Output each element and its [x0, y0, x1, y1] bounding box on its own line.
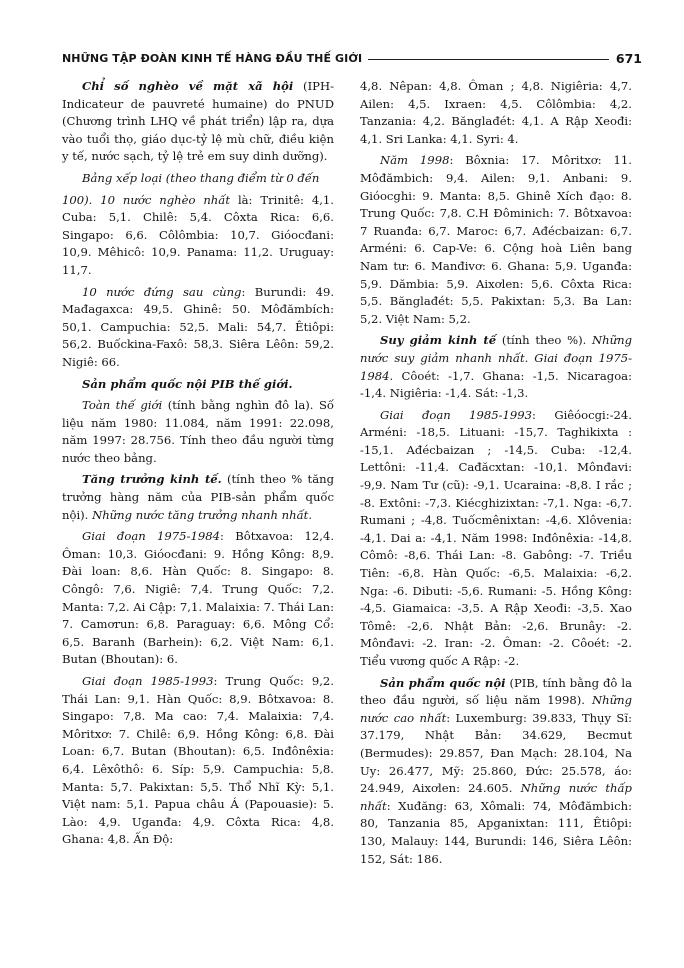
paragraph-growth-1975-1984: Giai đoạn 1975-1984: Bôtxavoa: 12,4. Ôman: 10,3. Gióocđani: 9. Hồng Kông: 8,9. Đài loan: 8,6. Hàn Quốc: 8. Singapo: 8. Côngô: 7,6. Nigiê: 7,4. Trung Quốc: 7,2. Manta: 7,2. Ai Cập: 7,1. Malaixia: 7. Thái Lan: 7. Camơrun: 6,8. Paraguay: 6,6. Mông Cổ: 6,5. Baranh (Barhein): 6,2. Việt Nam: 6,1. Butan (Bhoutan): 6. — [62, 529, 334, 667]
running-header — [62, 48, 642, 68]
header-rule — [368, 59, 609, 60]
paragraph-growth-1998: Năm 1998: Bôxnia: 17. Môritxơ: 11. Môđămbich: 9,4. Ailen: 9,1. Anbani: 9. Gióocghi: 9. Manta: 8,5. Ghinê Xích đạo: 8. Trung Quốc: 7,8. C.H Đôminich: 7. Bôtxavoa: 7 Ruanđa: 6,7. Maroc: 6,7. Ađécbaizan: 6,7. Arméni: 6. Cap-Ve: 6. Cộng hoà Liên bang Nam tư: 6. Manđivơ: 6. Ghana: 5,9. Uganđa: 5,9. Dămbia: 5,9. Aixơlen: 5,6. Côxta Rica: 5,5. Bănglađét: 5,5. Pakixtan: 5,3. Ba Lan: 5,2. Việt Nam: 5,2. — [360, 153, 632, 326]
paragraph-ranking-intro: Bảng xếp loại (theo thang điểm từ 0 đến — [82, 170, 320, 185]
term-poverty-index: Chỉ số nghèo về mặt xã hội — [82, 79, 294, 93]
paragraph-growth-1985-1993: Giai đoạn 1985-1993: Trung Quốc: 9,2. Thái Lan: 9,1. Hàn Quốc: 8,9. Bôtxavoa: 8. Singapo: 7,8. Ma cao: 7,4. Malaixia: 7,4. Môritxơ: 7. Chilê: 6,9. Hồng Kông: 6,8. Đài Loan: 6,7. Butan (Bhoutan): 6,5. Inđônêxia: 6,4. Lêxôthô: 6. Síp: 5,9. Campuchia: 5,8. Manta: 5,7. Pakixtan: 5,5. Thổ Nhĩ Kỳ: 5,1. Việt nam: 5,1. Papua châu Á (Papouasie): 5. Lào: 4,9. Uganđa: 4,9. Côxta Rica: 4,8. Ghana: 4,8. Ấn Độ: — [62, 674, 334, 847]
term-economic-decline: Suy giảm kinh tế — [380, 333, 497, 348]
paragraph-gdp-per-capita: Sản phẩm quốc nội (PIB, tính bằng đô la theo đầu người, số liệu năm 1998). Những nước cao nhất: Luxemburg: 39.833, Thụy Sĩ: 37.179, Nhật Bản: 34.629, Becmut (Bermudes): 29.857, Đan Mạch: 28.104, Na Uy: 26.477, Mỹ: 25.860, Đức: 25.578, áo: 24.949, Aixơlen: 24.605. Những nước thấp nhất: Xuđăng: 63, Xômali: 74, Môđămbich: 80, Tanzania 85, Apganixtan: 111, Êtiôpi: 130, Malauy: 144, Burundi: 146, Siêra Lêôn: 152, Sát: 186. — [360, 675, 632, 866]
section-heading-world-gdp: Sản phẩm quốc nội PIB thế giới. — [82, 376, 293, 391]
paragraph-growth-continued: 4,8. Nêpan: 4,8. Ôman ; 4,8. Nigiêria: 4,7. Ailen: 4,5. Ixraen: 4,5. Côlômbia: 4,2. Tanzania: 4,2. Bănglađét: 4,1. A Rập Xeođi: 4,1. Sri Lanka: 4,1. Syri: 4. — [360, 79, 632, 146]
left-column — [62, 78, 334, 853]
paragraph-decline-1985-1993: Giai đoạn 1985-1993: Giêóocgi:-24. Arméni: -18,5. Lituani: -15,7. Taghikixta : -15,1. Ađécbaizan ; -14,5. Cuba: -12,4. Lettôni: -11,4. Cađăcxtan: -10,1. Mônđavi: -9,9. Nam Tư (cũ): -9,1. Ucaraina: -8,8. I rắc ; -8. Extôni: -7,3. Kiécghizixtan: -7,1. Nga: -6,7. Rumani ; -4,8. Tuốcmênixtan: -4,6. Xlôvenia: -4,1. Dai a: -4,1. Năm 1998: Inđônêxia: -14,8. Cômô: -8,6. Thái Lan: -8. Gabông: -7. Triều Tiên: -6,8. Hàn Quốc: -6,5. Malaixia: -6,2. Nga: -6. Dibuti: -5,6. Rumani: -5. Hồng Kông: -4,5. Giamaica: -3,5. A Rập Xeođi: -3,5. Xao Tômê: -2,6. Nhật Bản: -2,6. Brunây: -2. Mônđavi: -2. Iran: -2. Ôman: -2. Côoét: -2. Tiểu vương quốc A Rập: -2. — [360, 407, 632, 668]
right-column — [360, 78, 632, 872]
paragraph-world-total: Toàn thế giới (tính bằng nghìn đô la). Số liệu năm 1980: 11.084, năm 1991: 22.098, năm 1997: 28.756. Tính theo đầu người từng nước theo bảng. — [62, 398, 334, 465]
paragraph-economic-growth: Tăng trưởng kinh tế. (tính theo % tăng trưởng hàng năm của PIB-sản phẩm quốc nội). Những nước tăng trưởng nhanh nhất. — [62, 472, 334, 522]
paragraph-poverty-index: Chỉ số nghèo về mặt xã hội (IPH-Indicateur de pauvreté humaine) do PNUD (Chương trình LHQ về phát triển) lập ra, dựa vào tuổi thọ, giáo dục-tỷ lệ mù chữ, điều kiện y tế, nước sạch, tỷ lệ trẻ em suy dinh dưỡng). — [62, 79, 334, 164]
term-gdp: Sản phẩm quốc nội — [380, 675, 506, 690]
page-number: 671 — [615, 50, 642, 66]
paragraph-poorest-ten: 100). 10 nước nghèo nhất là: Trinitê: 4,1. Cuba: 5,1. Chilê: 5,4. Côxta Rica: 6,6. Singapo: 6,6. Côlômbia: 10,7. Gióocđani: 10,9. Mêhicô: 10,9. Panama: 11,2. Uruguay: 11,7. — [62, 192, 334, 277]
term-economic-growth: Tăng trưởng kinh tế. — [82, 472, 222, 487]
running-title: NHỮNG TẬP ĐOÀN KINH TẾ HÀNG ĐẦU THẾ GIỚI — [62, 51, 363, 65]
paragraph-last-ten: 10 nước đứng sau cùng: Burundi: 49. Mađagaxca: 49,5. Ghinê: 50. Môđămbích: 50,1. Campuchia: 52,5. Mali: 54,7. Êtiôpi: 56,2. Buốckina-Faxô: 58,3. Siêra Lêôn: 59,2. Nigiê: 66. — [62, 284, 335, 369]
paragraph-economic-decline: Suy giảm kinh tế (tính theo %). Những nước suy giảm nhanh nhất. Giai đoạn 1975-1984. Côoét: -1,7. Ghana: -1,5. Nicaragoa: -1,4. Nigiêria: -1,4. Sát: -1,3. — [360, 333, 632, 401]
